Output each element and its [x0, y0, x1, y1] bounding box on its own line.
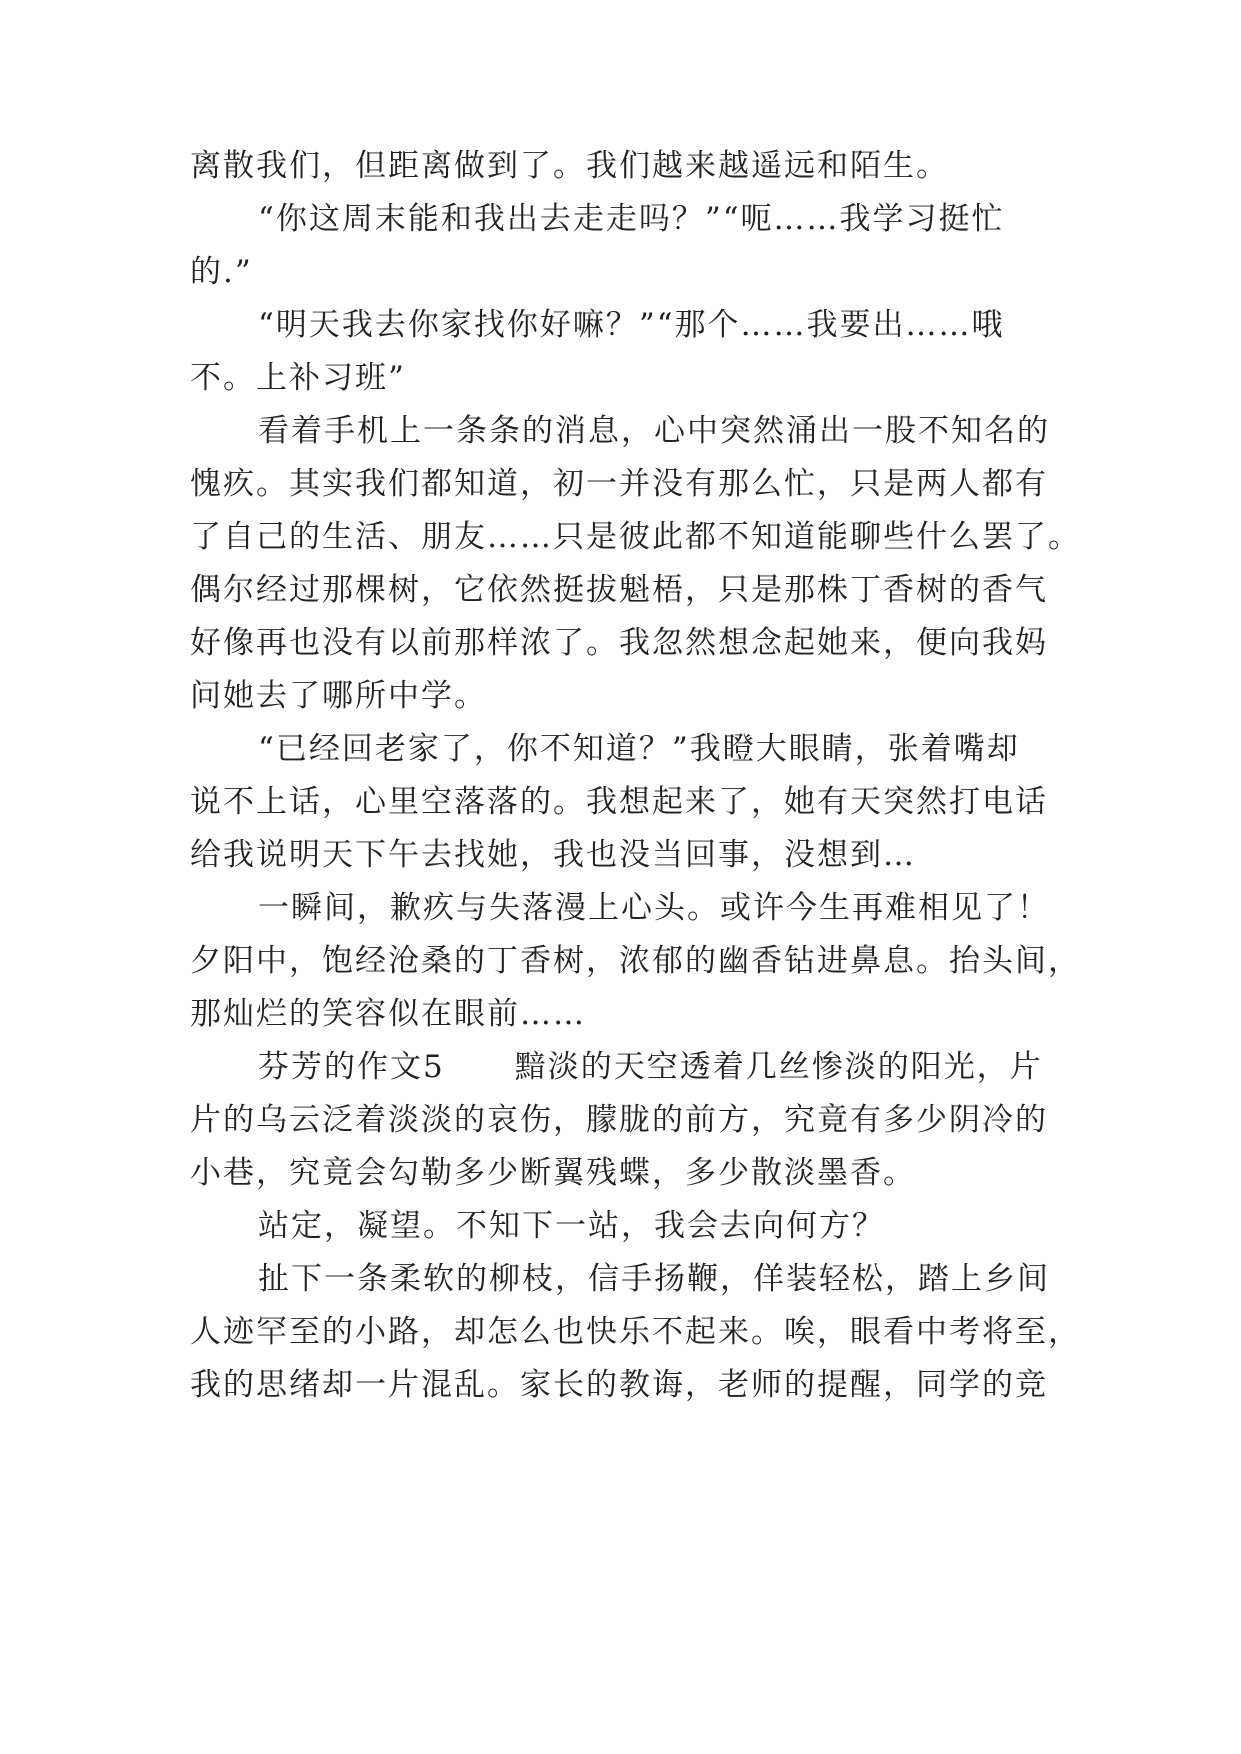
text-line: 片的乌云泛着淡淡的哀伤，朦胧的前方，究竟有多少阴冷的: [190, 1102, 1048, 1138]
text-line: 的.”: [190, 254, 253, 290]
text-line: 问她去了哪所中学。: [190, 678, 487, 714]
text-line: 好像再也没有以前那样浓了。我忽然想念起她来，便向我妈: [190, 625, 1048, 661]
text-line: 扯下一条柔软的柳枝，信手扬鞭，佯装轻松，踏上乡间: [258, 1261, 1050, 1297]
text-line: 人迹罕至的小路，却怎么也快乐不起来。唉，眼看中考将至，: [190, 1314, 1081, 1350]
text-line: 偶尔经过那棵树，它依然挺拔魁梧，只是那株丁香树的香气: [190, 572, 1048, 608]
text-line: 了自己的生活、朋友……只是彼此都不知道能聊些什么罢了。: [190, 519, 1081, 555]
text-line: 愧疚。其实我们都知道，初一并没有那么忙，只是两人都有: [190, 466, 1048, 502]
text-line: 一瞬间，歉疚与失落漫上心头。或许今生再难相见了！: [258, 890, 1050, 926]
text-line: 小巷，究竟会勾勒多少断翼残蝶，多少散淡墨香。: [190, 1155, 916, 1191]
text-line: 看着手机上一条条的消息，心中突然涌出一股不知名的: [258, 413, 1050, 449]
section-text: 黯淡的天空透着几丝惨淡的阳光，片: [514, 1049, 1043, 1085]
text-line: 离散我们，但距离做到了。我们越来越遥远和陌生。: [190, 148, 949, 184]
text-line: 我的思绪却一片混乱。家长的教诲，老师的提醒，同学的竞: [190, 1367, 1048, 1403]
text-line-with-heading: [258, 1047, 1043, 1087]
text-line: 不。上补习班”: [190, 360, 406, 396]
text-line: “已经回老家了，你不知道？”我瞪大眼睛，张着嘴却: [258, 731, 1020, 767]
text-line: 给我说明天下午去找她，我也没当回事，没想到…: [190, 837, 916, 873]
text-line: “明天我去你家找你好嘛？”“那个……我要出……哦: [258, 307, 1005, 343]
text-line: 站定，凝望。不知下一站，我会去向何方？: [258, 1208, 885, 1244]
text-line: 说不上话，心里空落落的。我想起来了，她有天突然打电话: [190, 784, 1048, 820]
text-line: “你这周末能和我出去走走吗？”“呃……我学习挺忙: [258, 201, 1005, 237]
text-line: 夕阳中，饱经沧桑的丁香树，浓郁的幽香钻进鼻息。抬头间，: [190, 943, 1081, 979]
section-heading: 芬芳的作文5: [258, 1049, 445, 1085]
text-line: 那灿烂的笑容似在眼前……: [190, 996, 586, 1032]
